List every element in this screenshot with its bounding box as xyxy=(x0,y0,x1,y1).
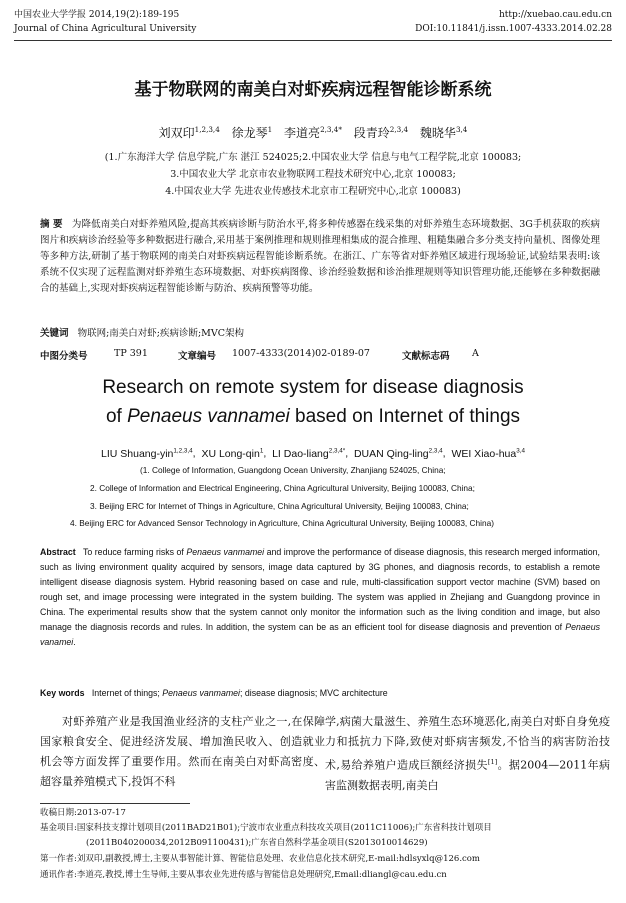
abstract-en: Abstract To reduce farming risks of Penaeus vanmamei and improve the performance of disease diagnosis, this research merged information, such as living environment quality acquired by sensors, image data captured by 3G phones, and diagnosis records, to establish a remote intelligent disease diagnosis system. Hybrid reasoning based on case and rule, multi-classification support vector machine (SVM) based on rough set, and image processing were integrated in the system building. The system was applied in Zhejiang and Guangdong province in China. The experimental results show that the system cannot only monitor the information such as the living condition and image, but also manage the diagnosis records and rules. In addition, the system can be as an efficient tool for disease diagnosis and prevention of Penaeus vanamei. xyxy=(40,547,600,647)
author-en: LIU Shuang-yin$^{1,2,3,4}$ xyxy=(101,447,193,460)
doc-code-label: 文献标志码 xyxy=(402,351,450,362)
body-column-left: 对虾养殖产业是我国渔业经济的支柱产业之一,在保障国家粮食安全、促进经济发展、增加渔民收入、创造就业机会等方面发挥了重要作用。然而在南美白对虾高密度、超容量养殖模式下,投饵不科 xyxy=(40,715,325,788)
author-cn: 刘双印$^{1,2,3,4}$ xyxy=(158,125,220,140)
author-en: WEI Xiao-hua$^{3,4}$ xyxy=(451,447,525,460)
journal-url[interactable]: http://xuebao.cau.edu.cn xyxy=(499,10,612,20)
affiliation-en: 3. Beijing ERC for Internet of Things in Agriculture, China Agricultural University, Beijing 100083, China; xyxy=(90,501,469,511)
footnote-corresponding-author: 通讯作者:李道亮,教授,博士生导师,主要从事农业先进传感与智能信息处理研究,Email:dliangl@cau.edu.cn xyxy=(40,870,447,880)
keywords-cn xyxy=(40,325,600,339)
author-cn: 魏晓华$^{3,4}$ xyxy=(419,125,468,140)
doi: DOI:10.11841/j.issn.1007-4333.2014.02.28 xyxy=(415,24,612,34)
affiliation-en: 4. Beijing ERC for Advanced Sensor Technology in Agriculture, China Agricultural University, Beijing 100083, China) xyxy=(70,518,494,528)
keywords-label-cn: 关键词 xyxy=(40,328,69,339)
author-en: LI Dao-liang$^{2,3,4*}$ xyxy=(272,447,346,460)
keywords-label-en: Key words xyxy=(40,688,85,698)
affiliation-cn: 3.中国农业大学 北京市农业物联网工程技术研究中心,北京 100083; xyxy=(170,169,456,180)
species-name: Penaeus vanmamei xyxy=(186,547,265,557)
abstract-label-en: Abstract xyxy=(40,547,76,557)
affiliation-en: 2. College of Information and Electrical Engineering, China Agricultural University, Beijing 100083, China; xyxy=(90,483,475,493)
footnote-rule xyxy=(40,803,190,804)
species-name: Penaeus vannamei xyxy=(127,406,290,427)
affiliation-en: (1. College of Information, Guangdong Ocean University, Zhanjiang 524025, China; xyxy=(140,465,446,475)
author-list-cn xyxy=(0,124,626,141)
doc-code-value: A xyxy=(472,348,479,359)
author-en: XU Long-qin$^1$ xyxy=(201,447,264,460)
paper-title-en-line2: of Penaeus vannamei based on Internet of things xyxy=(105,406,521,427)
author-cn: 段青玲$^{2,3,4}$ xyxy=(353,125,409,140)
header-rule xyxy=(14,40,612,41)
keywords-text-cn: 物联网;南美白对虾;疾病诊断;MVC架构 xyxy=(77,328,245,339)
footnote-received: 收稿日期:2013-07-17 xyxy=(40,808,126,818)
species-name: Penaeus vanamei xyxy=(40,622,600,647)
journal-name-en: Journal of China Agricultural University xyxy=(14,24,197,34)
abstract-cn xyxy=(40,217,600,297)
footnote-first-author: 第一作者:刘双印,副教授,博士,主要从事智能计算、智能信息处理、农业信息化技术研究,E-mail:hdlsyxlq@126.com xyxy=(40,854,480,864)
author-cn: 徐龙琴$^1$ xyxy=(231,125,273,140)
affiliation-cn: 4.中国农业大学 先进农业传感技术北京市工程研究中心,北京 100083) xyxy=(165,186,461,197)
citation-ref[interactable]: [1] xyxy=(487,758,498,766)
paper-title-en-line1: Research on remote system for disease diagnosis xyxy=(102,377,524,398)
body-column-right: 学,病菌大量滋生、养殖生态环境恶化,南美白对虾自身免疫力和抵抗力下降,致使对虾病害频发,不恰当的病害防治技术,易给养殖户造成巨额经济损失[1]。据2004—2011年病害监测数据表明,南美白 xyxy=(325,715,610,792)
keywords-en: Key words Internet of things; Penaeus vanmamei; disease diagnosis; MVC architecture xyxy=(40,688,388,698)
clc-value: TP 391 xyxy=(114,348,148,359)
article-no-label: 文章编号 xyxy=(178,351,217,362)
author-en: DUAN Qing-ling$^{2,3,4}$ xyxy=(353,447,443,460)
abstract-text-cn: 为降低南美白对虾养殖风险,提高其疾病诊断与防治水平,将多种传感器在线采集的对虾养殖生态环境数据、3G手机获取的疾病图片和疾病诊治经验等多种数据进行融合,采用基于案例推理和规则推理相集成的混合推理、粗糙集融合多分类支持向量机、图像处理等多种方法,研制了基于物联网的南美白对虾疾病远程智能诊断系统。在浙江、广东等省对虾养殖区域进行现场验证,试验结果表明:该系统不仅实现了远程监测对虾养殖生态环境数据、对虾疾病图像、诊治经验数据和诊治推理规则等知识管理功能,还能够在多种数据融合的基础上,实现对虾疾病远程智能诊断与防治、疾病预警等功能。 xyxy=(40,219,600,294)
affiliation-cn: (1.广东海洋大学 信息学院,广东 湛江 524025;2.中国农业大学 信息与电气工程学院,北京 100083; xyxy=(104,152,522,163)
author-cn: 李道亮$^{2,3,4*}$ xyxy=(284,125,342,140)
footnote-funding: 基金项目:国家科技支撑计划项目(2011BAD21B01);宁波市农业重点科技攻关项目(2011C11006);广东省科技计划项目 xyxy=(40,823,492,833)
footnote-funding-cont: (2011B040200034,2012B091100431);广东省自然科学基金项目(S2013010014629) xyxy=(86,838,428,848)
paper-title-cn: 基于物联网的南美白对虾疾病远程智能诊断系统 xyxy=(134,80,492,100)
journal-issue: 中国农业大学学报 2014,19(2):189-195 xyxy=(14,10,180,20)
abstract-label-cn: 摘 要 xyxy=(40,219,63,230)
article-no-value: 1007-4333(2014)02-0189-07 xyxy=(232,348,370,359)
species-name: Penaeus vanmamei xyxy=(162,688,241,698)
clc-label: 中图分类号 xyxy=(40,351,88,362)
author-list-en: LIU Shuang-yin$^{1,2,3,4}$, XU Long-qin$^1$, LI Dao-liang$^{2,3,4*}$, DUAN Qing-ling$^{2,3,4}$, WEI Xiao-hua$^{3,4}$ xyxy=(101,447,525,460)
